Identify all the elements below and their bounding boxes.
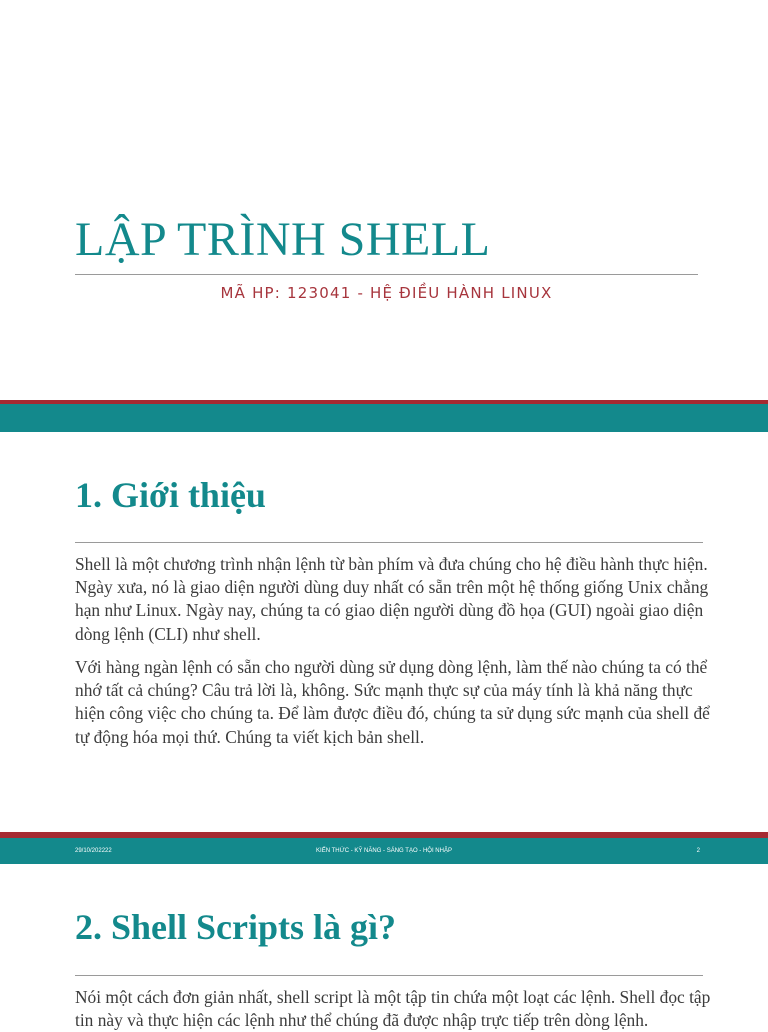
- intro-paragraph-2: Với hàng ngàn lệnh có sẵn cho người dùng sử dụng dòng lệnh, làm thế nào chúng ta có thể nhớ tất cả chúng? Câu trả lời là, không. Sức mạnh thực sự của máy tính là khả năng thực hiện công việc cho chúng ta. Để làm được điều đó, chúng ta sử dụng sức mạnh của shell để tự động hóa mọi thứ. Chúng ta viết kịch bản shell.: [75, 657, 710, 747]
- slide-separator-teal: [0, 404, 768, 432]
- scripts-paragraph: Nói một cách đơn giản nhất, shell script là một tập tin chứa một loạt các lệnh. Shell đọc tập tin này và thực hiện các lệnh như thể chúng đã được nhập trực tiếp trên dòng lệnh.: [75, 987, 711, 1031]
- slide-subtitle: MÃ HP: 123041 - HỆ ĐIỀU HÀNH LINUX: [220, 284, 553, 302]
- slide-footer: [0, 838, 768, 864]
- footer-page-number: 2: [696, 848, 700, 854]
- section-heading-scripts: 2. Shell Scripts là gì?: [75, 907, 397, 947]
- footer-date: 29/10/202222: [75, 848, 112, 854]
- title-divider: [75, 274, 698, 275]
- section-heading-intro: 1. Giới thiệu: [75, 475, 266, 515]
- intro-paragraph-1: Shell là một chương trình nhận lệnh từ bàn phím và đưa chúng cho hệ điều hành thực hiện. Ngày xưa, nó là giao diện người dùng duy nhất có sẵn trên một hệ thống giống Unix chẳng hạn như Linux. Ngày nay, chúng ta có giao diện người dùng đồ họa (GUI) ngoài giao diện dòng lệnh (CLI) như shell.: [75, 554, 709, 644]
- title-slide: [0, 0, 768, 400]
- slide-title: LẬP TRÌNH SHELL: [75, 213, 491, 266]
- heading-divider: [75, 542, 703, 543]
- footer-motto: KIẾN THỨC - KỸ NĂNG - SÁNG TẠO - HỘI NHẬP: [316, 848, 452, 854]
- heading-divider: [75, 975, 703, 976]
